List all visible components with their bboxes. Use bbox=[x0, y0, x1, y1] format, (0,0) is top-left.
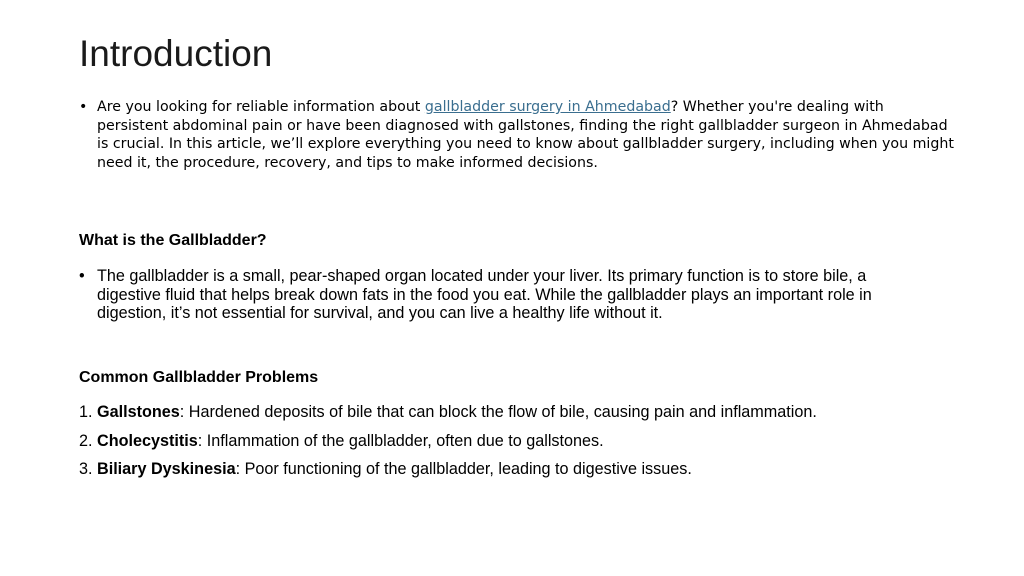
common-problems-heading: Common Gallbladder Problems bbox=[79, 369, 319, 386]
intro-bullet-item bbox=[79, 98, 959, 172]
problem-term: Cholecystitis bbox=[97, 431, 198, 450]
bullet-marker: • bbox=[79, 267, 85, 285]
what-is-gallbladder-heading: What is the Gallbladder? bbox=[79, 232, 267, 249]
problem-description: : Poor functioning of the gallbladder, leading to digestive issues. bbox=[235, 460, 692, 478]
list-item-text bbox=[97, 460, 939, 479]
what-is-gallbladder-body bbox=[79, 267, 929, 323]
intro-text-before-link: Are you looking for reliable information about bbox=[97, 99, 425, 115]
problem-term: Gallstones bbox=[97, 403, 180, 421]
problem-description: : Inflammation of the gallbladder, often due to gallstones. bbox=[197, 431, 604, 450]
what-bullet-item bbox=[79, 267, 929, 323]
gallbladder-surgery-link[interactable]: gallbladder surgery in Ahmedabad bbox=[424, 99, 671, 115]
intro-text bbox=[97, 98, 959, 172]
list-item-text bbox=[97, 432, 939, 451]
list-item bbox=[79, 432, 939, 451]
intro-paragraph bbox=[79, 98, 959, 172]
problem-description: : Hardened deposits of bile that can block the flow of bile, causing pain and inflammation. bbox=[179, 403, 817, 421]
slide-title: Introduction bbox=[79, 33, 273, 74]
list-item-text bbox=[97, 403, 939, 422]
problem-term: Biliary Dyskinesia bbox=[97, 460, 236, 478]
bullet-marker: • bbox=[79, 99, 88, 115]
intro-text-after-link: ? Whether you're dealing with persistent abdominal pain or have been diagnosed with gallstones, finding the right gallbladder surgeon in Ahmedabad is crucial. In this article, we’ll explore everything you need to know about gallbladder surgery, including when you might need it, the procedure, recovery, and tips to make informed decisions. bbox=[97, 99, 954, 171]
what-text: The gallbladder is a small, pear-shaped organ located under your liver. Its primary function is to store bile, a digestive fluid that helps break down fats in the food you eat. While the gallbladder plays an important role in digestion, it’s not essential for survival, and you can live a healthy life without it. bbox=[97, 267, 872, 322]
problems-list bbox=[79, 403, 939, 489]
list-number: 3. bbox=[79, 460, 93, 478]
list-item bbox=[79, 460, 939, 479]
list-number: 2. bbox=[79, 431, 93, 450]
list-item bbox=[79, 403, 939, 422]
list-number: 1. bbox=[79, 403, 93, 421]
